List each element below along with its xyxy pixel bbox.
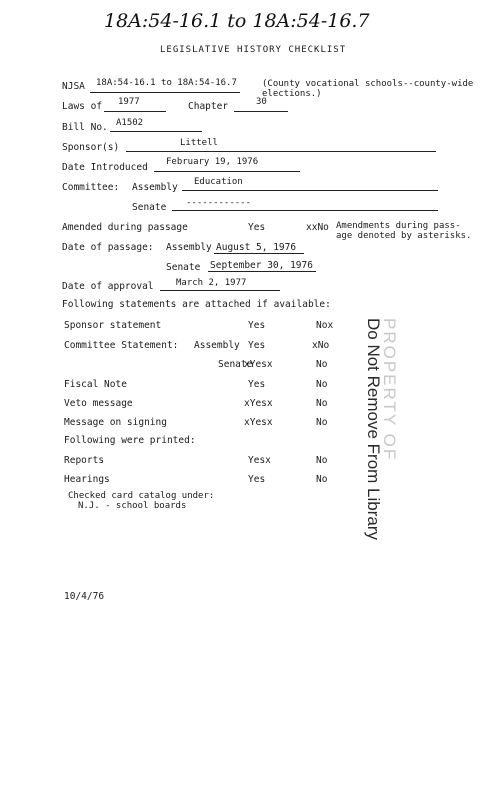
date-introduced-underline bbox=[154, 171, 300, 172]
catalog-line2: N.J. - school boards bbox=[78, 501, 187, 511]
statement-no: xNo bbox=[312, 340, 330, 351]
committee-assembly-underline bbox=[182, 190, 438, 191]
passage-senate-value: September 30, 1976 bbox=[210, 260, 313, 271]
passage-senate-label: Senate bbox=[166, 262, 201, 273]
amended-label: Amended during passage bbox=[62, 222, 188, 233]
statement-yes: xYesx bbox=[244, 417, 273, 428]
statement-no: No bbox=[316, 359, 328, 370]
printed-yes: Yes bbox=[248, 474, 266, 485]
laws-of-value: 1977 bbox=[118, 97, 140, 107]
amended-yes: Yes bbox=[248, 222, 266, 233]
stamp-faint-text: PROPERTY OF bbox=[380, 318, 399, 462]
njsa-label: NJSA bbox=[62, 81, 85, 92]
bill-no-underline bbox=[110, 131, 202, 132]
amended-note-line2: age denoted by asterisks. bbox=[336, 231, 472, 241]
statement-sub-label: Assembly bbox=[194, 340, 240, 351]
committee-senate-label: Senate bbox=[132, 202, 167, 213]
chapter-underline bbox=[234, 111, 288, 112]
njsa-note-line1: (County vocational schools--county-wide bbox=[262, 79, 474, 89]
handwritten-title: 18A:54-16.1 to 18A:54-16.7 bbox=[104, 10, 370, 32]
printed-label: Reports bbox=[64, 455, 105, 466]
passage-assembly-underline bbox=[214, 253, 304, 254]
sponsor-label: Sponsor(s) bbox=[62, 142, 120, 153]
chapter-value: 30 bbox=[256, 97, 267, 107]
bill-no-label: Bill No. bbox=[62, 122, 108, 133]
statement-no: No bbox=[316, 379, 328, 390]
committee-assembly-value: Education bbox=[194, 177, 243, 187]
committee-senate-value: ------------ bbox=[186, 198, 252, 208]
statement-yes: Yes bbox=[248, 340, 266, 351]
laws-of-underline bbox=[104, 111, 166, 112]
date-of-approval-value: March 2, 1977 bbox=[176, 278, 247, 288]
printed-heading: Following were printed: bbox=[64, 435, 196, 446]
committee-senate-underline bbox=[172, 210, 438, 211]
printed-no: No bbox=[316, 474, 328, 485]
laws-of-label: Laws of bbox=[62, 101, 103, 112]
date-of-passage-label: Date of passage: bbox=[62, 242, 154, 253]
statement-label: Fiscal Note bbox=[64, 379, 127, 390]
amended-note-line1: Amendments during pass- bbox=[336, 221, 461, 231]
chapter-label: Chapter bbox=[188, 101, 229, 112]
footer-date: 10/4/76 bbox=[64, 591, 105, 602]
library-stamp bbox=[365, 318, 397, 568]
statement-yes: Yes bbox=[248, 379, 266, 390]
passage-assembly-label: Assembly bbox=[166, 242, 212, 253]
date-of-approval-label: Date of approval bbox=[62, 281, 154, 292]
printed-label: Hearings bbox=[64, 474, 110, 485]
date-introduced-value: February 19, 1976 bbox=[166, 157, 259, 167]
njsa-underline bbox=[90, 92, 240, 93]
statement-sub-label: Senate bbox=[218, 359, 253, 370]
njsa-value: 18A:54-16.1 to 18A:54-16.7 bbox=[96, 78, 237, 88]
statement-label: Committee Statement: bbox=[64, 340, 179, 351]
statement-no: No bbox=[316, 398, 328, 409]
sponsor-underline bbox=[126, 151, 436, 152]
statement-no: Nox bbox=[316, 320, 334, 331]
sponsor-value: Littell bbox=[180, 138, 218, 148]
passage-senate-underline bbox=[208, 271, 316, 272]
statement-yes: xYesx bbox=[244, 398, 273, 409]
statement-label: Sponsor statement bbox=[64, 320, 162, 331]
statement-yes: xYesx bbox=[244, 359, 273, 370]
committee-assembly-label: Assembly bbox=[132, 182, 178, 193]
committee-label: Committee: bbox=[62, 182, 120, 193]
bill-no-value: A1502 bbox=[116, 118, 144, 128]
statement-label: Message on signing bbox=[64, 417, 167, 428]
statements-heading: Following statements are attached if available: bbox=[62, 299, 331, 310]
date-introduced-label: Date Introduced bbox=[62, 162, 148, 173]
printed-no: No bbox=[316, 455, 328, 466]
statement-yes: Yes bbox=[248, 320, 266, 331]
passage-assembly-value: August 5, 1976 bbox=[216, 242, 297, 253]
catalog-line1: Checked card catalog under: bbox=[68, 491, 215, 501]
statement-no: No bbox=[316, 417, 328, 428]
amended-no: xxNo bbox=[306, 222, 329, 233]
page-title: LEGISLATIVE HISTORY CHECKLIST bbox=[160, 45, 347, 55]
statement-label: Veto message bbox=[64, 398, 133, 409]
date-of-approval-underline bbox=[160, 290, 280, 291]
stamp-text: Do Not Remove From Library bbox=[364, 318, 383, 541]
printed-yes: Yesx bbox=[248, 455, 271, 466]
njsa-note-line2: elections.) bbox=[262, 89, 322, 99]
